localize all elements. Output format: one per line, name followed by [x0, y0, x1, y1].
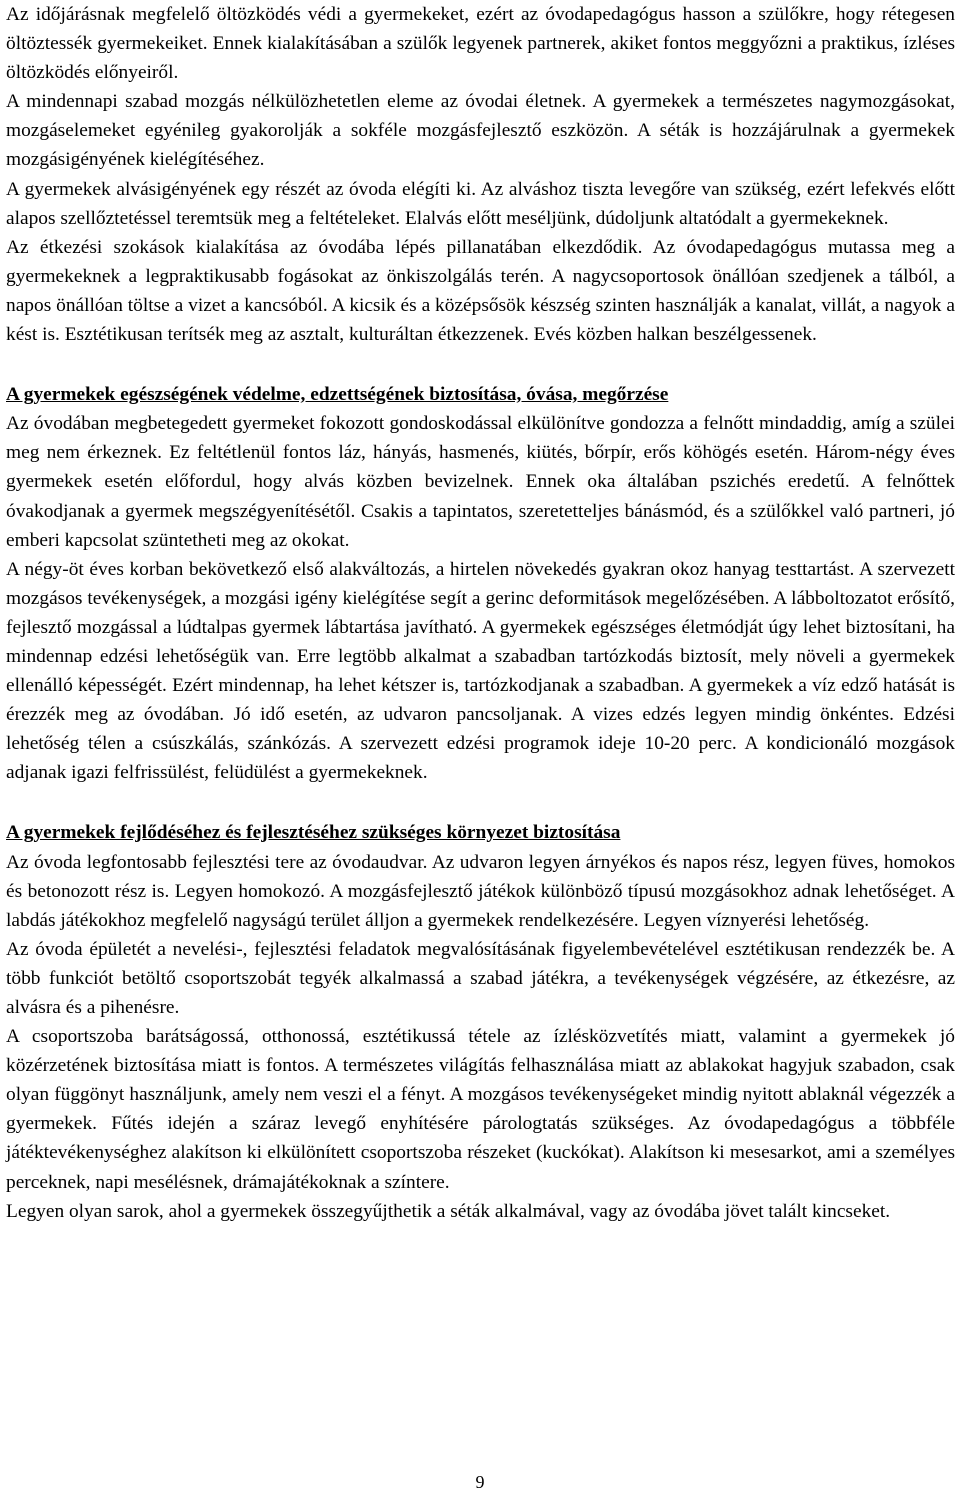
paragraph: A négy-öt éves korban bekövetkező első alakváltozás, a hirtelen növekedés gyakran okoz hanyag testtartást. A szervezett mozgásos tevékenységek, a mozgási igény kielégítése segít a gerinc deformitások megelőzésében. A lábboltozatot erősítő, fejlesztő mozgással a lúdtalpas gyermek lábtartása javítható. A gyermekek egészséges életmódját úgy lehet biztosítani, ha mindennap edzési lehetőségük van. Erre legtöbb alkalmat a szabadban tartózkodás biztosít, mely növeli a gyermekek ellenálló képességét. Ezért mindennap, ha lehet kétszer is, tartózkodjanak a szabadban. A gyermekek a víz edző hatását is érezzék meg az óvodában. Jó idő esetén, az udvaron pancsoljanak. A vizes edzés legyen mindig önkéntes. Edzési lehetőség télen a csúszkálás, szánkózás. A szervezett edzési programok ideje 10-20 perc. A kondicionáló mozgások adjanak igazi felfrissülést, felüdülést a gyermekeknek.	[6, 558, 955, 784]
document-page	[6, 0, 955, 1226]
paragraph: A csoportszoba barátságossá, otthonossá, esztétikussá tétele az ízlésközvetítés miatt, valamint a gyermekek jó közérzetének biztosítása miatt is fontos. A természetes világítás felhasználása miatt az ablakokat hagyjuk szabadon, csak olyan függönyt használjunk, amely nem veszi el a fényt. A mozgásos tevékenységeket mindig nyitott ablaknál végezzék a gyermekek. Fűtés idején a száraz levegő enyhítésére párologtatás szükséges. Az óvodapedagógus a többféle játéktevékenységhez alakítson ki elkülönített csoportszoba részeket (kuckókat). Alakítson ki mesesarkot, ami a személyes perceknek, napi mesélésnek, drámajátékoknak a színtere.	[6, 1026, 955, 1193]
paragraph: Legyen olyan sarok, ahol a gyermekek összegyűjthetik a séták alkalmával, vagy az óvodába jövet talált kincseket.	[6, 1200, 891, 1222]
section-spacer	[6, 787, 955, 818]
paragraph: Az óvoda épületét a nevelési-, fejlesztési feladatok megvalósításának figyelembevételével esztétikusan rendezzék be. A több funkciót betöltő csoportszobát tegyék alkalmassá a szabad játékra, a tevékenységek végzésére, az étkezésre, az alvásra és a pihenésre.	[6, 938, 955, 1018]
section-spacer	[6, 349, 955, 380]
section-health-protection	[6, 380, 955, 787]
paragraph: Az időjárásnak megfelelő öltözködés védi a gyermekeket, ezért az óvodapedagógus hasson a szülőkre, hogy rétegesen öltöztessék gyermekeiket. Ennek kialakításában a szülők legyenek partnerek, akiket fontos meggyőzni a praktikus, ízléses öltözködés előnyeiről.	[6, 4, 955, 84]
paragraph: Az étkezési szokások kialakítása az óvodába lépés pillanatában elkezdődik. Az óvodapedagógus mutassa meg a gyermekeknek a legpraktikusabb fogásokat az önkiszolgálás terén. A nagycsoportosok önállóan szedjenek a tálból, a napos önállóan töltse a vizet a kancsóból. A kicsik és a középsősök készség szinten használják a kanalat, villát, a nagyok a kést is. Esztétikusan terítsék meg az asztalt, kulturáltan étkezzenek. Evés közben halkan beszélgessenek.	[6, 236, 955, 346]
paragraph: A mindennapi szabad mozgás nélkülözhetetlen eleme az óvodai életnek. A gyermekek a természetes nagymozgásokat, mozgáselemeket egyénileg gyakorolják a sokféle mozgásfejlesztő eszközön. A séták is hozzájárulnak a gyermekek mozgásigényének kielégítéséhez.	[6, 91, 955, 171]
paragraph: Az óvoda legfontosabb fejlesztési tere az óvodaudvar. Az udvaron legyen árnyékos és napos rész, legyen füves, homokos és betonozott rész is. Legyen homokozó. A mozgásfejlesztő játékok különböző típusú mozgásokhoz adnak lehetőséget. A labdás játékokhoz megfelelő nagyságú terület álljon a gyermekek rendelkezésére. Legyen víznyerési lehetőség.	[6, 851, 955, 931]
section-heading: A gyermekek fejlődéséhez és fejlesztéséhez szükséges környezet biztosítása	[6, 822, 621, 844]
paragraph: Az óvodában megbetegedett gyermeket fokozott gondoskodással elkülönítve gondozza a felnőtt mindaddig, amíg a szülei meg nem érkeznek. Ez feltétlenül fontos láz, hányás, hasmenés, kiütés, bőrpír, erős köhögés esetén. Három-négy éves gyermekek esetén előfordul, hogy alvás közben bevizelnek. Ennek oka általában pszichés eredetű. A felnőttek óvakodjanak a gyermek megszégyenítésétől. Csakis a tapintatos, szeretetteljes bánásmód, és a szülőkkel való partneri, jó emberi kapcsolat szüntetheti meg az okokat.	[6, 413, 955, 551]
paragraph: A gyermekek alvásigényének egy részét az óvoda elégíti ki. Az alváshoz tiszta levegőre van szükség, ezért lefekvés előtt alapos szellőztetéssel teremtsük meg a feltételeket. Elalvás előtt meséljünk, dúdoljunk altatódalt a gyermekeknek.	[6, 178, 955, 229]
page-number: 9	[475, 1472, 485, 1492]
section-environment	[6, 818, 955, 1225]
section-heading: A gyermekek egészségének védelme, edzettségének biztosítása, óvása, megőrzése	[6, 384, 669, 406]
section-habits	[6, 0, 955, 349]
